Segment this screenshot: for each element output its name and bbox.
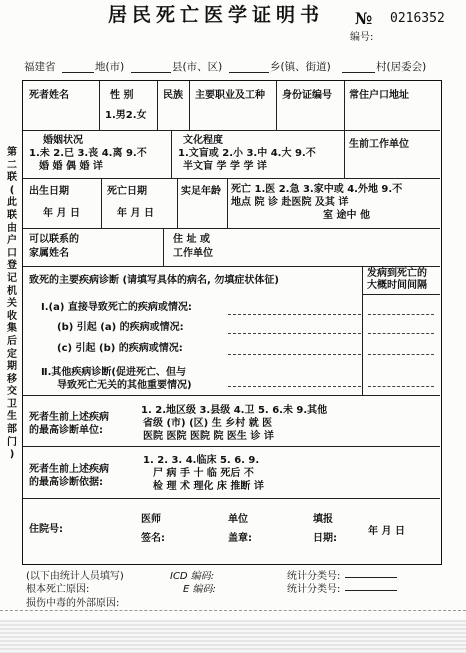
perforation-line	[0, 610, 466, 611]
serial-number: 0216352	[390, 11, 445, 26]
diagnosis-basis-label-2: 的最高诊断依据:	[29, 477, 103, 488]
diagnosis-unit-label-2: 的最高诊断单位:	[29, 425, 103, 436]
age-label: 实足年龄	[181, 186, 221, 197]
unit-stamp-field[interactable]: 盖章:	[228, 533, 252, 544]
birth-date-label: 出生日期	[29, 186, 69, 197]
diagnosis-basis-options-2: 尸 病 手 十 临 死后 不	[153, 468, 254, 479]
diagnosis-unit-label-1: 死者生前上述疾病	[29, 412, 109, 423]
stat-class-2[interactable]: 统计分类号:	[287, 584, 341, 595]
contact-label-1: 可以联系的	[29, 234, 79, 245]
diagnosis-heading: 致死的主要疾病诊断 (请填写具体的病名, 勿填症状体征)	[29, 275, 279, 286]
stat-class-1[interactable]: 统计分类号:	[287, 571, 341, 582]
copy-side-label: 第 二 联 ( 此 联 由 户 口 登 记 机 关 收 集 后 定 期 移 交 卫 生 部 门 )	[7, 147, 17, 461]
township-field[interactable]	[229, 72, 269, 73]
root-cause-label[interactable]: 根本死亡原因:	[26, 584, 90, 595]
diagnosis-basis-options-3: 检 理 术 理化 床 推断 详	[153, 481, 264, 492]
doctor-label-1: 医师	[141, 514, 161, 525]
id-number-label: 身份证编号	[282, 90, 332, 101]
other-diagnosis-2: 导致死亡无关的其他重要情况)	[57, 380, 192, 391]
workplace-label: 生前工作单位	[349, 139, 409, 150]
birth-date-ymd[interactable]: 年 月 日	[43, 208, 80, 219]
report-date-ymd: 年 月 日	[368, 526, 405, 537]
marital-options-2: 婚 婚 偶 婚 详	[39, 161, 103, 172]
sex-label: 性 别	[110, 90, 134, 101]
death-place-options-2: 地点 院 诊 赴医院 及其 详	[231, 197, 349, 208]
cause-b-label[interactable]: (b) 引起 (a) 的疾病或情况:	[57, 322, 184, 333]
diagnosis-basis-label-1: 死者生前上述疾病	[29, 464, 109, 475]
marital-label: 婚姻状况	[43, 135, 83, 146]
stats-note: (以下由统计人员填写)	[26, 571, 124, 582]
marital-options-1[interactable]: 1.未 2.已 3.丧 4.离 9.不	[29, 148, 147, 159]
cause-c-label[interactable]: (c) 引起 (b) 的疾病或情况:	[57, 343, 183, 354]
hospital-number-label[interactable]: 住院号:	[29, 524, 63, 535]
report-date-field[interactable]: 日期:	[313, 533, 337, 544]
ethnicity-label: 民族	[163, 90, 183, 101]
serial-label: 编号:	[350, 32, 374, 43]
education-label: 文化程度	[183, 135, 223, 146]
city-field[interactable]	[62, 72, 94, 73]
death-date-ymd[interactable]: 年 月 日	[117, 208, 154, 219]
city-label: 地(市)	[95, 61, 125, 73]
report-date-label-1: 填报	[313, 514, 333, 525]
diagnosis-unit-options-3: 医院 医院 医院 院 医生 诊 详	[143, 431, 274, 442]
residence-label: 常住户口地址	[349, 90, 409, 101]
village-field[interactable]	[342, 72, 375, 73]
diagnosis-unit-options-1[interactable]: 1. 2.地区级 3.县级 4.卫 5. 6.未 9.其他	[141, 405, 328, 416]
death-place-options-3: 室 途中 他	[323, 210, 370, 221]
county-field[interactable]	[131, 72, 171, 73]
interval-header-2: 大概时间间隔	[367, 280, 427, 291]
diagnosis-unit-options-2: 省级 (市) (区) 生 乡村 就 医	[143, 418, 273, 429]
external-cause-label[interactable]: 损伤中毒的外部原因:	[26, 598, 120, 609]
number-symbol: №	[355, 9, 373, 28]
cause-a-label[interactable]: Ⅰ.(a) 直接导致死亡的疾病或情况:	[41, 302, 192, 313]
death-date-label: 死亡日期	[107, 186, 147, 197]
other-diagnosis-1[interactable]: Ⅱ.其他疾病诊断(促进死亡、但与	[41, 367, 186, 378]
death-place-options-1[interactable]: 死亡 1.医 2.急 3.家中或 4.外地 9.不	[231, 184, 403, 195]
education-options-2: 半文盲 学 学 学 详	[183, 161, 267, 172]
village-label: 村(居委会)	[376, 61, 427, 73]
sex-options[interactable]: 1.男2.女	[105, 110, 147, 121]
contact-address-label-1: 住 址 或	[173, 234, 210, 245]
township-label: 乡(镇、街道)	[270, 61, 331, 73]
education-options-1[interactable]: 1.文盲或 2.小 3.中 4.大 9.不	[178, 148, 316, 159]
contact-address-label-2: 工作单位	[173, 248, 213, 259]
occupation-label: 主要职业及工种	[195, 90, 265, 101]
underlying-copies	[0, 620, 466, 653]
form-title: 居民死亡医学证明书	[108, 4, 325, 26]
deceased-name-label: 死者姓名	[29, 90, 69, 101]
province-label: 福建省	[24, 61, 56, 73]
icd-code-label[interactable]: ICD 编码:	[170, 571, 215, 582]
e-code-label[interactable]: E 编码:	[183, 584, 216, 595]
county-label: 县(市、区)	[172, 61, 223, 73]
doctor-signature-field[interactable]: 签名:	[141, 533, 165, 544]
diagnosis-basis-options-1[interactable]: 1. 2. 3. 4.临床 5. 6. 9.	[143, 455, 260, 466]
unit-label-1: 单位	[228, 514, 248, 525]
contact-label-2: 家属姓名	[29, 248, 69, 259]
interval-header-1: 发病到死亡的	[367, 268, 427, 279]
certificate-table	[22, 80, 442, 565]
